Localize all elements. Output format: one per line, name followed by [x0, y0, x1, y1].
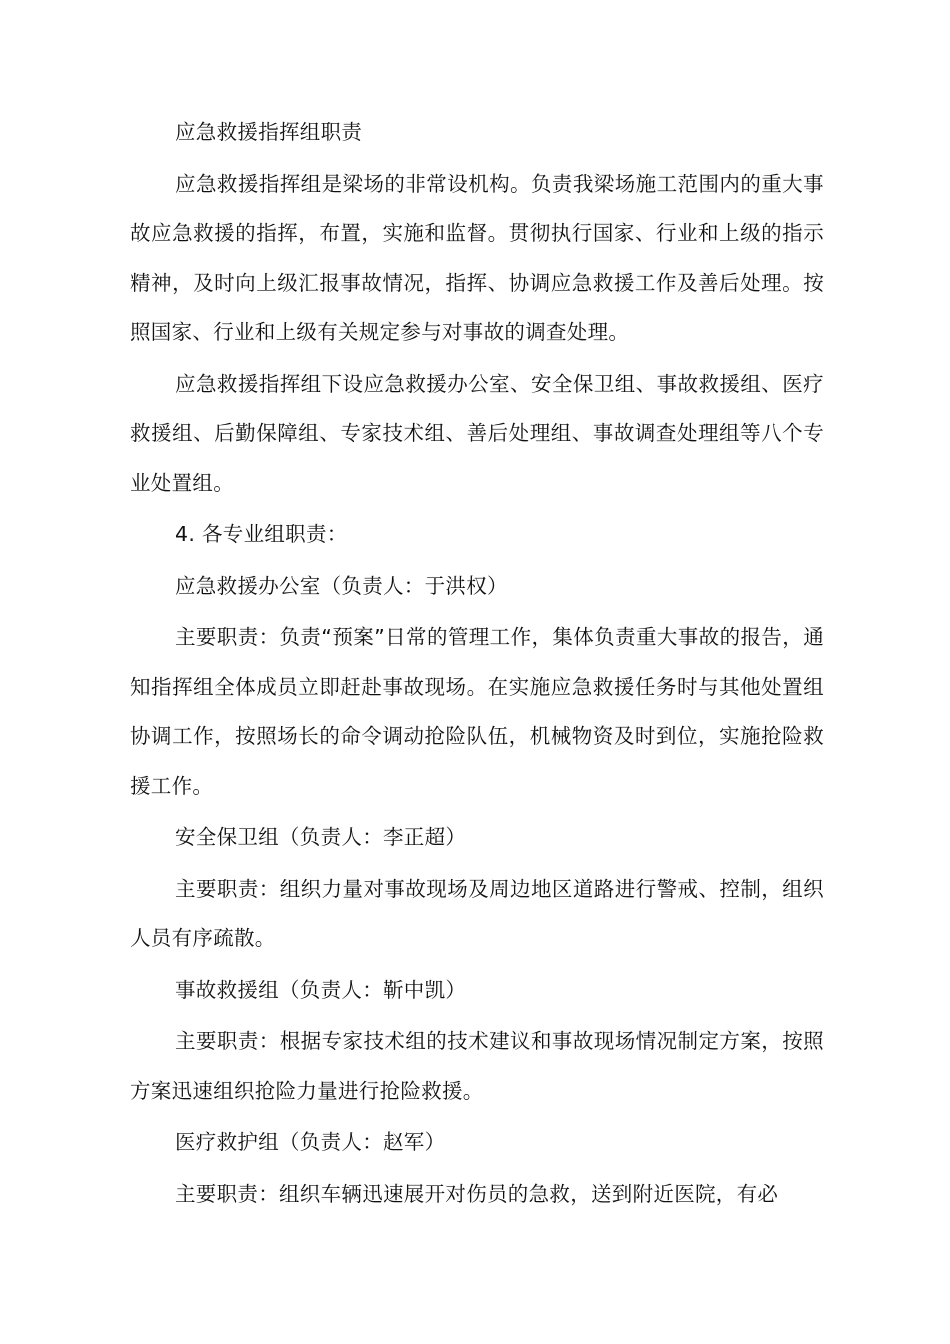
paragraph-command-group-duties: 应急救援指挥组是梁场的非常设机构。负责我梁场施工范围内的重大事故应急救援的指挥，布置，实施和监督。贯彻执行国家、行业和上级的指示精神，及时向上级汇报事故情况，指挥、协调应急救援工作及善后处理。按照国家、行业和上级有关规定参与对事故的调查处理。	[130, 171, 824, 344]
paragraph-office-duties: 主要职责：负责“预案”日常的管理工作，集体负责重大事故的报告，通知指挥组全体成员立即赶赴事故现场。在实施应急救援任务时与其他处置组协调工作，按照场长的命令调动抢险队伍，机械物资及时到位，实施抢险救援工作。	[130, 625, 824, 798]
subsection-title-medical: 医疗救护组（负责人：赵军）	[175, 1130, 446, 1154]
section-title-group-duties: 4. 各专业组职责：	[175, 522, 348, 546]
paragraph-security-duties: 主要职责：组织力量对事故现场及周边地区道路进行警戒、控制，组织人员有序疏散。	[130, 876, 824, 950]
subsection-title-rescue: 事故救援组（负责人：靳中凯）	[175, 977, 467, 1002]
subsection-title-security: 安全保卫组（负责人：李正超）	[175, 825, 467, 849]
document-body	[130, 108, 824, 1221]
subsection-title-office: 应急救援办公室（负责人：于洪权）	[175, 573, 508, 598]
paragraph-medical-duties: 主要职责：组织车辆迅速展开对伤员的急救，送到附近医院，有必	[175, 1181, 779, 1206]
paragraph-subgroups-list: 应急救援指挥组下设应急救援办公室、安全保卫组、事故救援组、医疗救援组、后勤保障组、专家技术组、善后处理组、事故调查处理组等八个专业处置组。	[130, 371, 824, 495]
section-title-command-group: 应急救援指挥组职责	[175, 120, 363, 144]
paragraph-rescue-duties: 主要职责：根据专家技术组的技术建议和事故现场情况制定方案，按照方案迅速组织抢险力量进行抢险救援。	[130, 1029, 824, 1103]
